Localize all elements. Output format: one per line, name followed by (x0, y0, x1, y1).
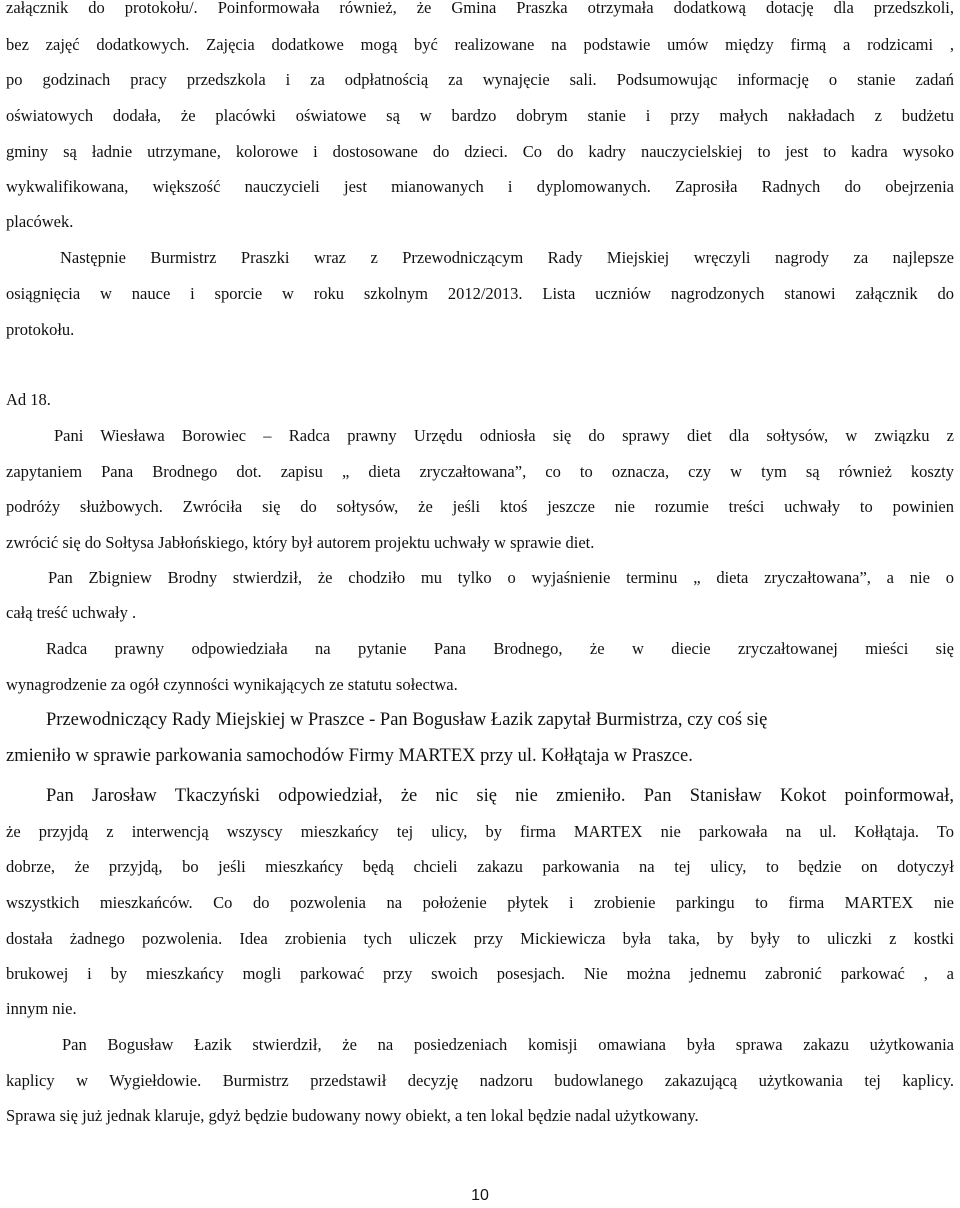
text-line: dobrze, że przyjdą, bo jeśli mieszkańcy będą chcieli zakazu parkowania na tej ulicy, to będzie on dotyczył (6, 857, 954, 876)
page-number: 10 (471, 1187, 489, 1204)
text-line: podróży służbowych. Zwróciła się do sołtysów, że jeśli ktoś jeszcze nie rozumie treści uchwały to powinien (6, 497, 954, 516)
text-line: zmieniło w sprawie parkowania samochodów Firmy MARTEX przy ul. Kołłątaja w Praszce. (6, 746, 693, 766)
paragraph-first-line: Następnie Burmistrz Praszki wraz z Przewodniczącym Rady Miejskiej wręczyli nagrody za najlepsze (60, 248, 954, 267)
text-line: wszystkich mieszkańców. Co do pozwolenia na położenie płytek i zrobienie parkingu to firma MARTEX nie (6, 893, 954, 912)
section-heading: Ad 18. (6, 390, 51, 409)
text-line: że przyjdą z interwencją wszyscy mieszkańcy tej ulicy, by firma MARTEX nie parkowała na ul. Kołłątaja. To (6, 822, 954, 841)
text-line: Sprawa się już jednak klaruje, gdyż będzie budowany nowy obiekt, a ten lokal będzie nadal użytkowany. (6, 1106, 699, 1125)
text-line: wykwalifikowana, większość nauczycieli jest mianowanych i dyplomowanych. Zaprosiła Radnych do obejrzenia (6, 177, 954, 196)
text-line: dostała żadnego pozwolenia. Idea zrobienia tych uliczek przy Mickiewicza była taka, by były to uliczki z kostki (6, 929, 954, 948)
text-line: zapytaniem Pana Brodnego dot. zapisu „ dieta zryczałtowana”, co to oznacza, czy w tym są również koszty (6, 462, 954, 481)
text-line: gminy są ładnie utrzymane, kolorowe i dostosowane do dzieci. Co do kadry nauczycielskiej to jest to kadra wysoko (6, 142, 954, 161)
paragraph-first-line: Pan Bogusław Łazik stwierdził, że na posiedzeniach komisji omawiana była sprawa zakazu użytkowania (62, 1035, 954, 1054)
paragraph-first-line: Pani Wiesława Borowiec – Radca prawny Urzędu odniosła się do sprawy diet dla sołtysów, w związku z (54, 426, 954, 445)
text-line: osiągnięcia w nauce i sporcie w roku szkolnym 2012/2013. Lista uczniów nagrodzonych stanowi załącznik do (6, 284, 954, 303)
text-line: bez zajęć dodatkowych. Zajęcia dodatkowe mogą być realizowane na podstawie umów między firmą a rodzicami , (6, 35, 954, 54)
text-line: po godzinach pracy przedszkola i za odpłatnością za wynajęcie sali. Podsumowując informację o stanie zadań (6, 70, 954, 89)
text-line: oświatowych dodała, że placówki oświatowe są w bardzo dobrym stanie i przy małych nakładach z budżetu (6, 106, 954, 125)
text-line: kaplicy w Wygiełdowie. Burmistrz przedstawił decyzję nadzoru budowlanego zakazującą użytkowania tej kaplicy. (6, 1071, 954, 1090)
paragraph-first-line: Pan Jarosław Tkaczyński odpowiedział, że nic się nie zmieniło. Pan Stanisław Kokot poinformował, (46, 786, 954, 806)
text-line: wynagrodzenie za ogół czynności wynikających ze statutu sołectwa. (6, 675, 458, 694)
text-line: protokołu. (6, 320, 75, 339)
text-line: innym nie. (6, 999, 77, 1018)
paragraph-first-line: Radca prawny odpowiedziała na pytanie Pana Brodnego, że w diecie zryczałtowanej mieści się (46, 639, 954, 658)
text-line: brukowej i by mieszkańcy mogli parkować przy swoich posesjach. Nie można jednemu zabronić parkować , a (6, 964, 954, 983)
text-line: załącznik do protokołu/. Poinformowała również, że Gmina Praszka otrzymała dodatkową dotację dla przedszkoli, (6, 0, 954, 17)
text-line: placówek. (6, 212, 74, 231)
paragraph-first-line: Przewodniczący Rady Miejskiej w Praszce - Pan Bogusław Łazik zapytał Burmistrza, czy coś się (46, 710, 768, 730)
text-line: całą treść uchwały . (6, 603, 137, 622)
paragraph-first-line: Pan Zbigniew Brodny stwierdził, że chodziło mu tylko o wyjaśnienie terminu „ dieta zryczałtowana”, a nie o (48, 568, 954, 587)
text-line: zwrócić się do Sołtysa Jabłońskiego, który był autorem projektu uchwały w sprawie diet. (6, 533, 595, 552)
